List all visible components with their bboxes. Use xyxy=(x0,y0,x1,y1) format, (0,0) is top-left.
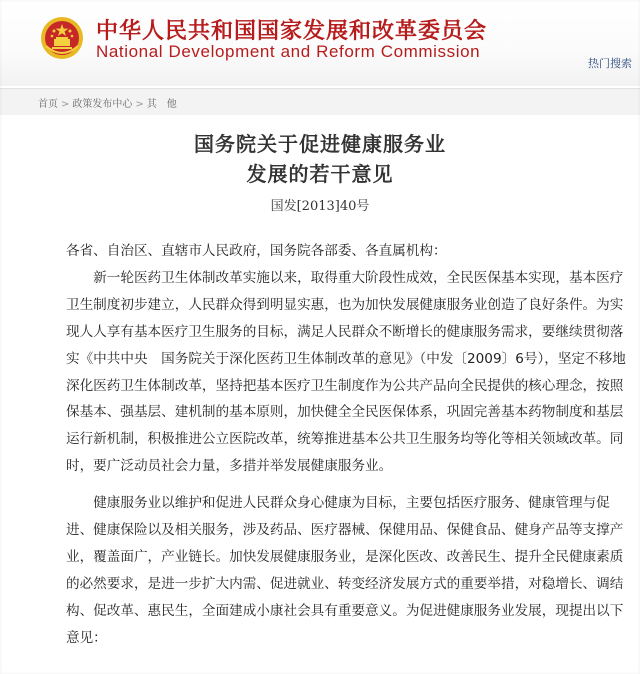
site-title-english: National Development and Reform Commission xyxy=(96,42,481,61)
breadcrumb-policy-center[interactable]: 政策发布中心 xyxy=(72,99,133,110)
national-emblem-icon xyxy=(40,16,84,60)
site-title-chinese: 中华人民共和国国家发展和改革委员会 xyxy=(96,19,488,44)
breadcrumb-separator: > xyxy=(135,99,144,110)
site-header xyxy=(0,0,640,86)
document-title-line1: 国务院关于促进健康服务业 xyxy=(194,132,446,156)
salutation: 各省、自治区、直辖市人民政府，国务院各部委、各直属机构： xyxy=(66,243,447,259)
breadcrumb-bar xyxy=(0,88,640,115)
breadcrumb-home[interactable]: 首页 xyxy=(38,99,58,110)
document-body xyxy=(66,238,626,652)
breadcrumb-other[interactable]: 其 他 xyxy=(146,99,177,110)
paragraph-2: 健康服务业以维护和促进人民群众身心健康为目标，主要包括医疗服务、健康管理与促进、健康保险以及相关服务，涉及药品、医疗器械、保健用品、保健食品、健身产品等支撑产业，覆盖面广，产业链长。加快发展健康服务业，是深化医改、改善民生、提升全民健康素质的必然要求，是进一步扩大内需、促进就业、转变经济发展方式的重要举措，对稳增长、调结构、促改革、惠民生，全面建成小康社会具有重要意义。为促进健康服务业发展，现提出以下意见： xyxy=(66,495,624,646)
hot-search-link[interactable]: 热门搜索 xyxy=(588,57,632,70)
paragraph-1: 新一轮医药卫生体制改革实施以来，取得重大阶段性成效，全民医保基本实现，基本医疗卫生制度初步建立，人民群众得到明显实惠，也为加快发展健康服务业创造了良好条件。为实现人人享有基本医疗卫生服务的目标，满足人民群众不断增长的健康服务需求，要继续贯彻落实《中共中央 国务院关于深化医药卫生体制改革的意见》（中发〔2009〕6号），坚定不移地深化医药卫生体制改革，坚持把基本医疗卫生制度作为公共产品向全民提供的核心理念，按照保基本、强基层、建机制的基本原则，加快健全全民医保体系，巩固完善基本药物制度和基层运行新机制，积极推进公立医院改革，统筹推进基本公共卫生服务均等化等相关领域改革。同时，要广泛动员社会力量，多措并举发展健康服务业。 xyxy=(66,269,626,475)
breadcrumb xyxy=(38,95,177,110)
document-title-line2: 发展的若干意见 xyxy=(246,162,394,186)
breadcrumb-separator: > xyxy=(61,99,70,110)
document-number: 国发[2013]40号 xyxy=(270,199,370,214)
